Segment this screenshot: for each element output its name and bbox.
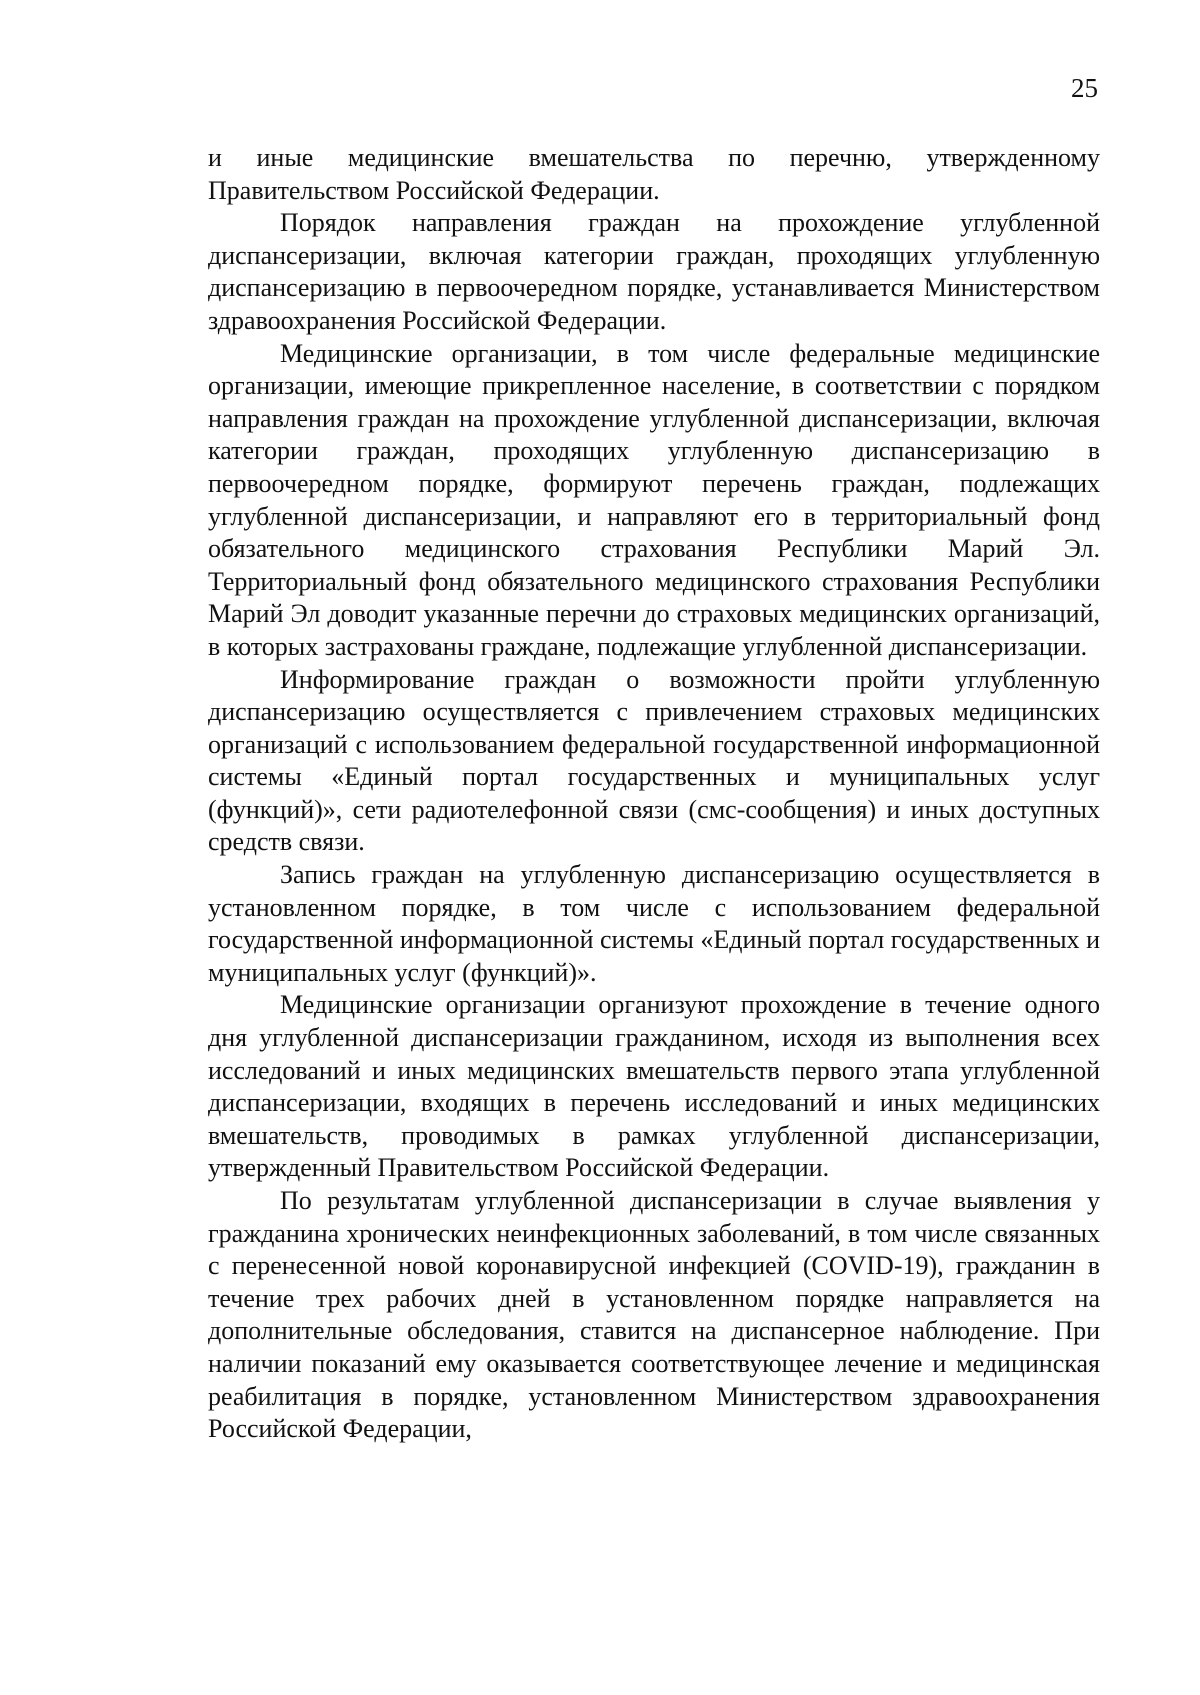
paragraph-one-day-examination: Медицинские организации организуют прохождение в течение одного дня углубленной диспансеризации гражданином, исходя из выполнения всех исследований и иных медицинских вмешательств первого этапа углубленной диспансеризации, входящих в перечень исследований и иных медицинских вмешательств, проводимых в рамках углубленной диспансеризации, утвержденный Правительством Российской Федерации. (208, 990, 1100, 1183)
page-number: 25 (1071, 73, 1098, 103)
paragraph-informing-citizens: Информирование граждан о возможности пройти углубленную диспансеризацию осуществляется с привлечением страховых медицинских организаций с использованием федеральной государственной информационной системы «Единый портал государственных и муниципальных услуг (функций)», сети радиотелефонной связи (смс-сообщения) и иных доступных средств связи. (208, 664, 1100, 857)
paragraph-results-follow-up: По результатам углубленной диспансеризации в случае выявления у гражданина хронических неинфекционных заболеваний, в том числе связанных с перенесенной новой коронавирусной инфекцией (COVID-19), гражданин в течение трех рабочих дней в установленном порядке направляется на дополнительные обследования, ставится на диспансерное наблюдение. При наличии показаний ему оказывается соответствующее лечение и медицинская реабилитация в порядке, установленном Министерством здравоохранения Российской Федерации, (208, 1186, 1100, 1444)
paragraph-continuation: и иные медицинские вмешательства по перечню, утвержденному Правительством Российской Федерации. (208, 143, 1100, 205)
paragraph-referral-procedure: Порядок направления граждан на прохождение углубленной диспансеризации, включая категории граждан, проходящих углубленную диспансеризацию в первоочередном порядке, устанавливается Министерством здравоохранения Российской Федерации. (208, 208, 1100, 335)
document-body (208, 142, 1100, 1446)
paragraph-enrollment: Запись граждан на углубленную диспансеризацию осуществляется в установленном порядке, в том числе с использованием федеральной государственной информационной системы «Единый портал государственных и муниципальных услуг (функций)». (208, 860, 1100, 987)
paragraph-medical-organizations-lists: Медицинские организации, в том числе федеральные медицинские организации, имеющие прикрепленное население, в соответствии с порядком направления граждан на прохождение углубленной диспансеризации, включая категории граждан, проходящих углубленную диспансеризацию в первоочередном порядке, формируют перечень граждан, подлежащих углубленной диспансеризации, и направляют его в территориальный фонд обязательного медицинского страхования Республики Марий Эл. Территориальный фонд обязательного медицинского страхования Республики Марий Эл доводит указанные перечни до страховых медицинских организаций, в которых застрахованы граждане, подлежащие углубленной диспансеризации. (208, 338, 1100, 661)
